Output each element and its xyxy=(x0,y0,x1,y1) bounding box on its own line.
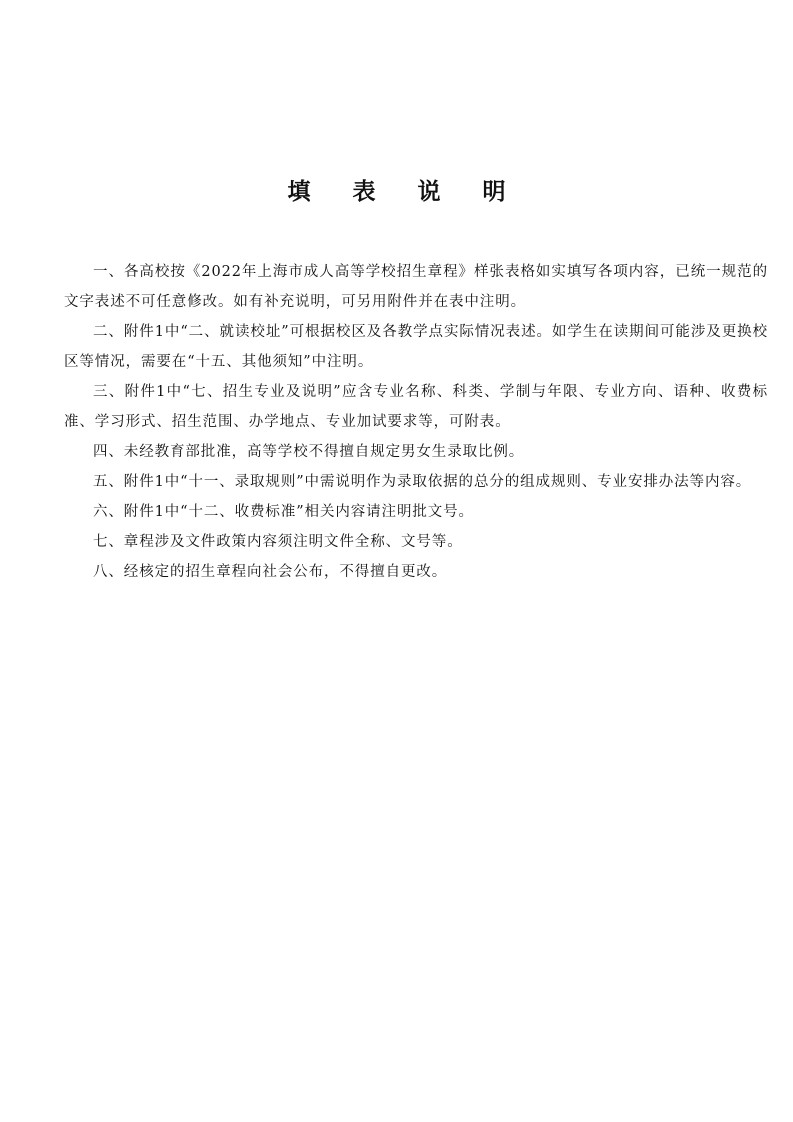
instructions-list xyxy=(64,257,768,587)
instruction-item-1: 一、各高校按《2022年上海市成人高等学校招生章程》样张表格如实填写各项内容，已统一规范的文字表述不可任意修改。如有补充说明，可另用附件并在表中注明。 xyxy=(64,264,768,310)
instruction-item-2: 二、附件1中“二、就读校址”可根据校区及各教学点实际情况表述。如学生在读期间可能涉及更换校区等情况，需要在“十五、其他须知”中注明。 xyxy=(64,324,768,370)
instruction-item-7: 七、章程涉及文件政策内容须注明文件全称、文号等。 xyxy=(93,534,463,550)
page-title: 填 表 说 明 xyxy=(287,178,523,205)
instruction-item-6: 六、附件1中“十二、收费标准”相关内容请注明批文号。 xyxy=(93,504,474,520)
instruction-item-8: 八、经核定的招生章程向社会公布，不得擅自更改。 xyxy=(93,564,448,580)
instruction-item-3: 三、附件1中“七、招生专业及说明”应含专业名称、科类、学制与年限、专业方向、语种、收费标准、学习形式、招生范围、办学地点、专业加试要求等，可附表。 xyxy=(64,384,768,430)
instruction-item-5: 五、附件1中“十一、录取规则”中需说明作为录取依据的总分的组成规则、专业安排办法等内容。 xyxy=(93,474,752,490)
instruction-item-4: 四、未经教育部批准，高等学校不得擅自规定男女生录取比例。 xyxy=(93,444,525,460)
